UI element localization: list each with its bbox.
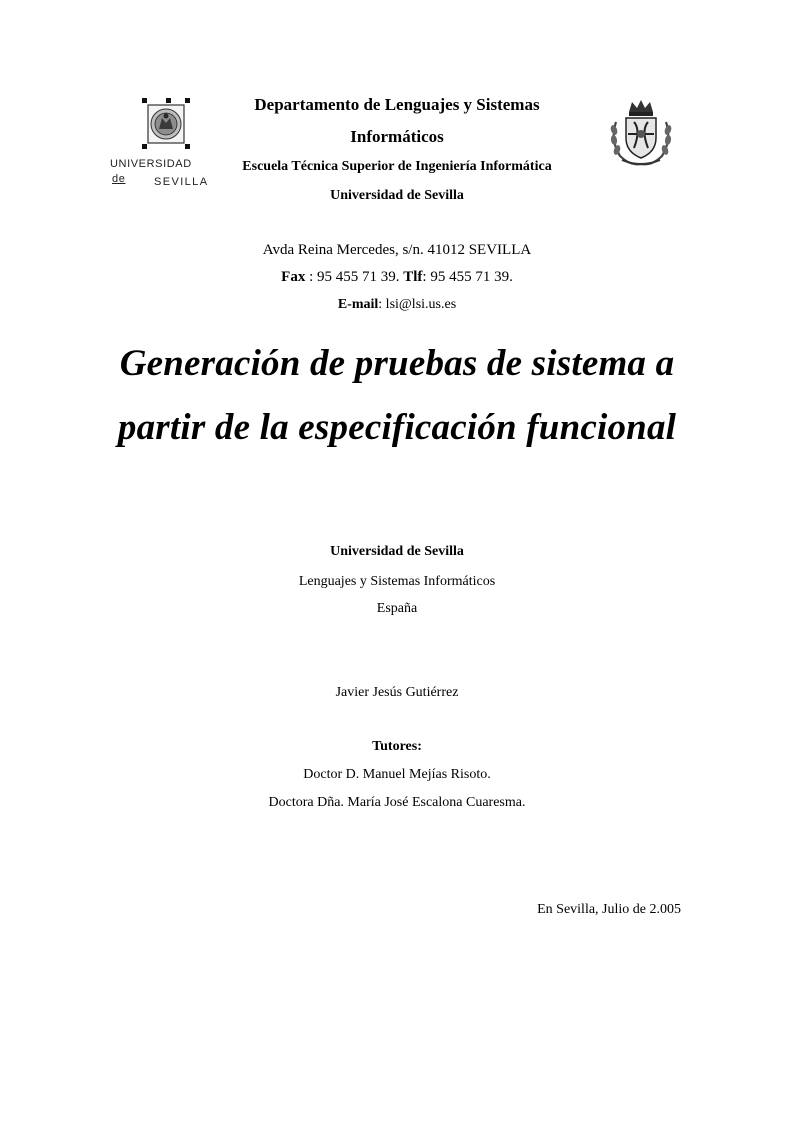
address-line: Avda Reina Mercedes, s/n. 41012 SEVILLA [262, 242, 532, 258]
affiliation-department: Lenguajes y Sistemas Informáticos [298, 574, 496, 589]
document-title-line1: Generación de pruebas de sistema a [119, 343, 675, 384]
phone-fax-line [0, 269, 794, 286]
department-name-line2: Informáticos [350, 127, 444, 146]
tlf-label: Tlf [403, 269, 423, 285]
school-name: Escuela Técnica Superior de Ingeniería Informática [242, 159, 552, 174]
tutors-heading: Tutores: [372, 739, 422, 754]
logo-wordmark-universidad: UNIVERSIDAD [110, 158, 192, 170]
email-line [0, 297, 794, 313]
fax-value: : 95 455 71 39. [305, 269, 404, 285]
tutor-name-1: Doctor D. Manuel Mejías Risoto. [303, 767, 491, 782]
logo-wordmark-sevilla: SEVILLA [154, 176, 209, 188]
author-name: Javier Jesús Gutiérrez [335, 685, 459, 700]
logo-wordmark-de: de [112, 173, 126, 185]
affiliation-country: España [376, 601, 418, 616]
date-place: En Sevilla, Julio de 2.005 [537, 902, 681, 917]
tlf-value: : 95 455 71 39. [422, 269, 513, 285]
fax-label: Fax [281, 269, 306, 285]
affiliation-university: Universidad de Sevilla [330, 544, 464, 559]
document-title-line2: partir de la especificación funcional [117, 407, 677, 448]
header-university: Universidad de Sevilla [330, 188, 464, 203]
email-value: : lsi@lsi.us.es [378, 297, 457, 312]
department-name-line1: Departamento de Lenguajes y Sistemas [254, 95, 540, 114]
tutor-name-2: Doctora Dña. María José Escalona Cuaresma. [268, 795, 526, 810]
email-label: E-mail [337, 297, 379, 312]
